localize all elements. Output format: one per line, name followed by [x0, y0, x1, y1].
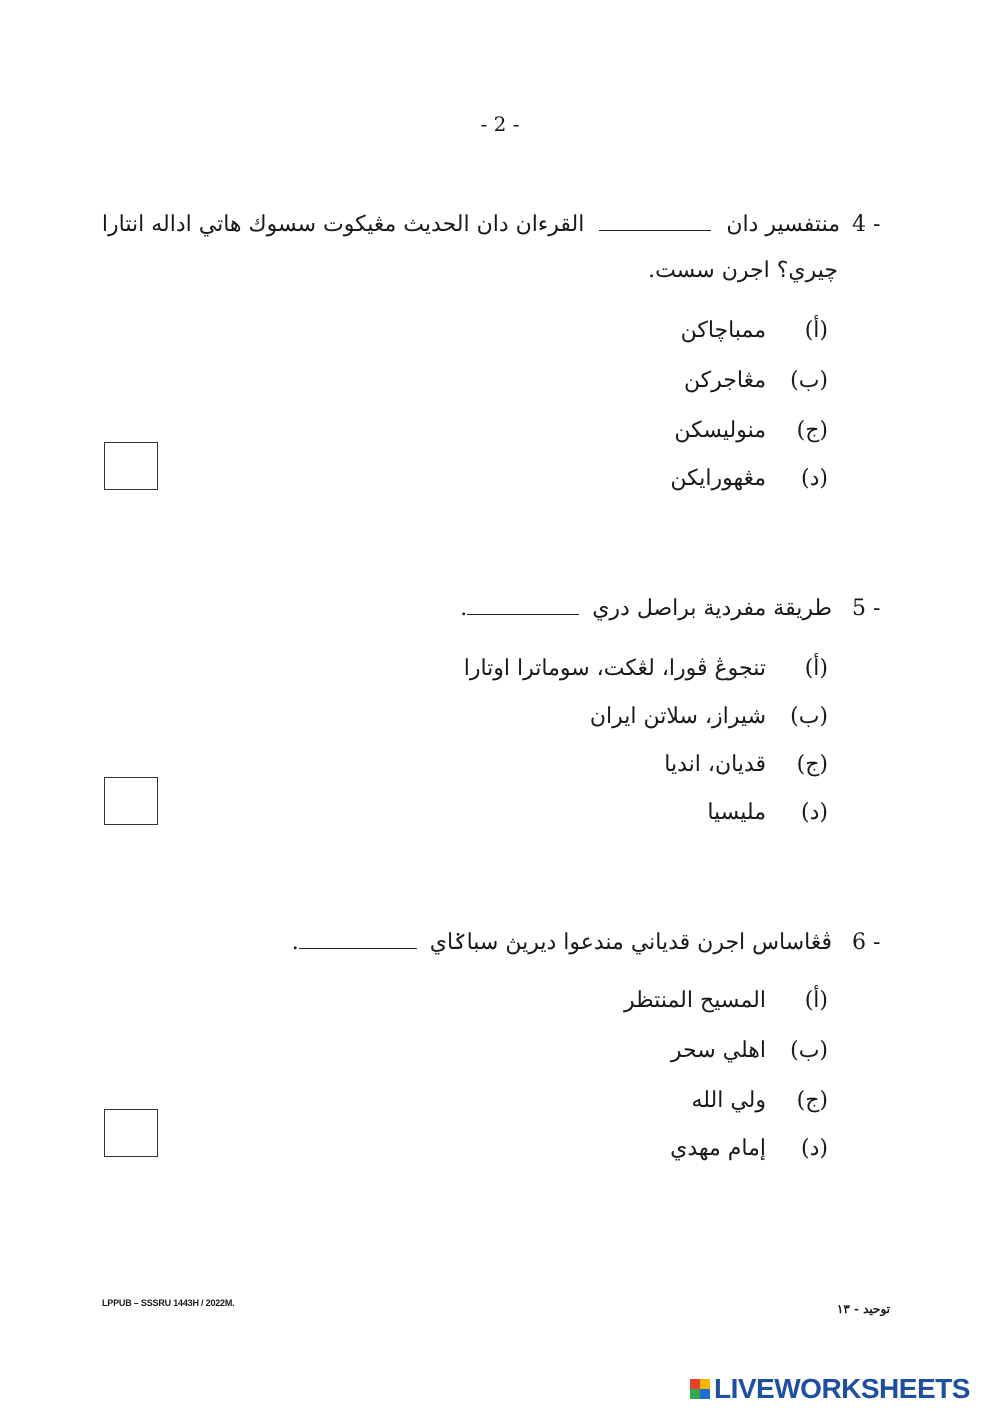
- question-5-option-b[interactable]: [590, 704, 828, 729]
- question-4-option-a[interactable]: [681, 318, 828, 343]
- logo-square: [690, 1389, 700, 1399]
- question-4-blank[interactable]: [599, 210, 711, 231]
- option-label: (أ): [804, 988, 828, 1013]
- question-5-stem-end: .: [460, 595, 468, 621]
- liveworksheets-brand[interactable]: [690, 1374, 970, 1404]
- question-4-stem-part2: القرءان دان الحديث مڠيكوت سسوك هاتي اداله انتارا: [101, 211, 585, 237]
- liveworksheets-logo-icon: [690, 1379, 710, 1399]
- option-label: (ب): [790, 704, 828, 729]
- question-5-number: 5 -: [852, 596, 881, 621]
- option-text: اهلي سحر: [670, 1038, 766, 1063]
- footer-subject-code: توحيد - ١٣: [836, 1302, 890, 1316]
- option-text: شيراز، سلاتن ايران: [589, 704, 766, 729]
- option-text: مڠاجركن: [683, 368, 766, 393]
- liveworksheets-wordmark: LIVEWORKSHEETS: [714, 1373, 970, 1404]
- question-5-option-a[interactable]: [464, 656, 828, 681]
- option-text: ولي الله: [691, 1088, 766, 1113]
- option-text: ممباچاكن: [680, 318, 766, 343]
- question-5-stem-text: طريقة مفردية براصل دري: [592, 595, 832, 621]
- question-4-stem-line1: [102, 210, 840, 237]
- question-5-option-c[interactable]: [664, 752, 828, 777]
- option-text: إمام مهدي: [670, 1136, 766, 1161]
- question-6-answer-box[interactable]: [104, 1109, 158, 1157]
- question-4-option-d[interactable]: [670, 466, 828, 491]
- option-text: مليسيا: [707, 800, 766, 825]
- option-label: (ج): [796, 752, 828, 777]
- logo-square: [700, 1389, 710, 1399]
- option-label: (ج): [796, 418, 828, 443]
- question-5-option-d[interactable]: [707, 800, 828, 825]
- question-4-stem-part1: منتفسير دان: [726, 211, 840, 237]
- question-6-stem-text: ڤڠاساس اجرن قدياني مندعوا ديريڽ سباݢاي: [429, 929, 832, 955]
- option-label: (د): [801, 1136, 828, 1161]
- question-6-number: 6 -: [852, 930, 881, 955]
- question-5-stem: [460, 594, 832, 621]
- question-4-answer-box[interactable]: [104, 442, 158, 490]
- question-6-option-c[interactable]: [691, 1088, 828, 1113]
- question-5-answer-box[interactable]: [104, 777, 158, 825]
- option-label: (د): [801, 466, 828, 491]
- page-number: - 2 -: [480, 112, 520, 136]
- option-label: (د): [801, 800, 828, 825]
- question-6-stem-end: .: [291, 929, 299, 955]
- question-4-option-b[interactable]: [684, 368, 828, 393]
- option-label: (ب): [790, 1038, 828, 1063]
- option-label: (ب): [790, 368, 828, 393]
- option-text: منوليسكن: [674, 418, 766, 443]
- question-6-stem: [292, 928, 832, 955]
- question-4-number: 4 -: [852, 212, 881, 237]
- footer-exam-code: LPPUB – SSSRU 1443H / 2022M.: [102, 1298, 235, 1308]
- logo-square: [690, 1379, 700, 1389]
- question-4-option-c[interactable]: [674, 418, 828, 443]
- question-6-option-b[interactable]: [671, 1038, 828, 1063]
- question-6-blank[interactable]: [299, 928, 417, 949]
- option-label: (أ): [804, 656, 828, 681]
- option-text: قديان، انديا: [664, 752, 766, 777]
- option-text: مڠهورايكن: [670, 466, 766, 491]
- question-6-option-d[interactable]: [670, 1136, 828, 1161]
- option-text: تنجوڠ ڤورا، لڠكت، سوماترا اوتارا: [463, 656, 766, 681]
- question-5-blank[interactable]: [467, 594, 579, 615]
- question-4-stem-line2: چيري؟ اجرن سست.: [648, 258, 838, 283]
- logo-square: [700, 1379, 710, 1389]
- option-label: (أ): [804, 318, 828, 343]
- option-text: المسيح المنتظر: [624, 988, 766, 1013]
- option-label: (ج): [796, 1088, 828, 1113]
- question-6-option-a[interactable]: [624, 988, 828, 1013]
